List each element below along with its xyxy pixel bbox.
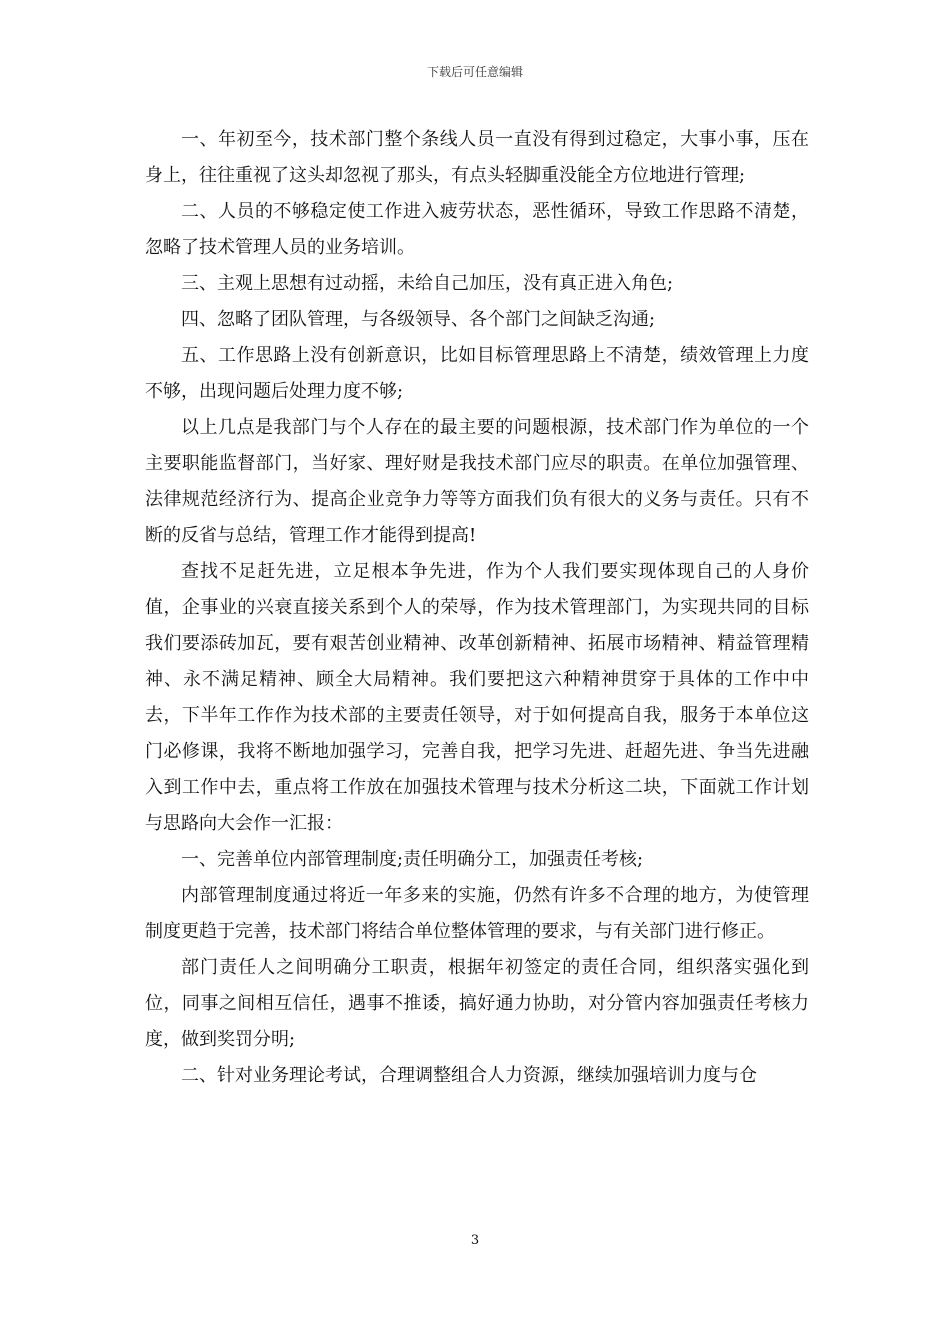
paragraph: 一、年初至今，技术部门整个条线人员一直没有得到过稳定，大事小事，压在身上，往往重视了这头却忽视了那头，有点头轻脚重没能全方位地进行管理;: [145, 129, 809, 186]
paragraph: 二、人员的不够稳定使工作进入疲劳状态，恶性循环，导致工作思路不清楚，忽略了技术管理人员的业务培训。: [145, 201, 809, 258]
document-body: [145, 122, 809, 1094]
paragraph: 五、工作思路上没有创新意识，比如目标管理思路上不清楚，绩效管理上力度不够，出现问题后处理力度不够;: [145, 345, 809, 402]
paragraph: 三、主观上思想有过动摇，未给自己加压，没有真正进入角色;: [181, 273, 674, 294]
paragraph: 内部管理制度通过将近一年多来的实施，仍然有许多不合理的地方，为使管理制度更趋于完善，技术部门将结合单位整体管理的要求，与有关部门进行修正。: [145, 885, 809, 942]
paragraph: 四、忽略了团队管理，与各级领导、各个部门之间缺乏沟通;: [181, 309, 656, 330]
page-header: 下载后可任意编辑: [426, 65, 523, 79]
paragraph: 以上几点是我部门与个人存在的最主要的问题根源，技术部门作为单位的一个主要职能监督部门，当好家、理好财是我技术部门应尽的职责。在单位加强管理、法律规范经济行为、提高企业竞争力等等方面我们负有很大的义务与责任。只有不断的反省与总结，管理工作才能得到提高!: [145, 417, 809, 546]
paragraph: 二、针对业务理论考试，合理调整组合人力资源，继续加强培训力度与仓: [181, 1065, 757, 1086]
page-number: 3: [470, 1233, 480, 1248]
paragraph: 查找不足赶先进，立足根本争先进，作为个人我们要实现体现自己的人身价值，企事业的兴衰直接关系到个人的荣辱，作为技术管理部门，为实现共同的目标我们要添砖加瓦，要有艰苦创业精神、改革创新精神、拓展市场精神、精益管理精神、永不满足精神、顾全大局精神。我们要把这六种精神贯穿于具体的工作中中去，下半年工作作为技术部的主要责任领导，对于如何提高自我，服务于本单位这门必修课，我将不断地加强学习，完善自我，把学习先进、赶超先进、争当先进融入到工作中去，重点将工作放在加强技术管理与技术分析这二块，下面就工作计划与思路向大会作一汇报：: [145, 561, 809, 834]
paragraph: 一、完善单位内部管理制度;责任明确分工，加强责任考核;: [181, 849, 644, 870]
paragraph: 部门责任人之间明确分工职责，根据年初签定的责任合同，组织落实强化到位，同事之间相互信任，遇事不推诿，搞好通力协助，对分管内容加强责任考核力度，做到奖罚分明;: [145, 957, 809, 1050]
